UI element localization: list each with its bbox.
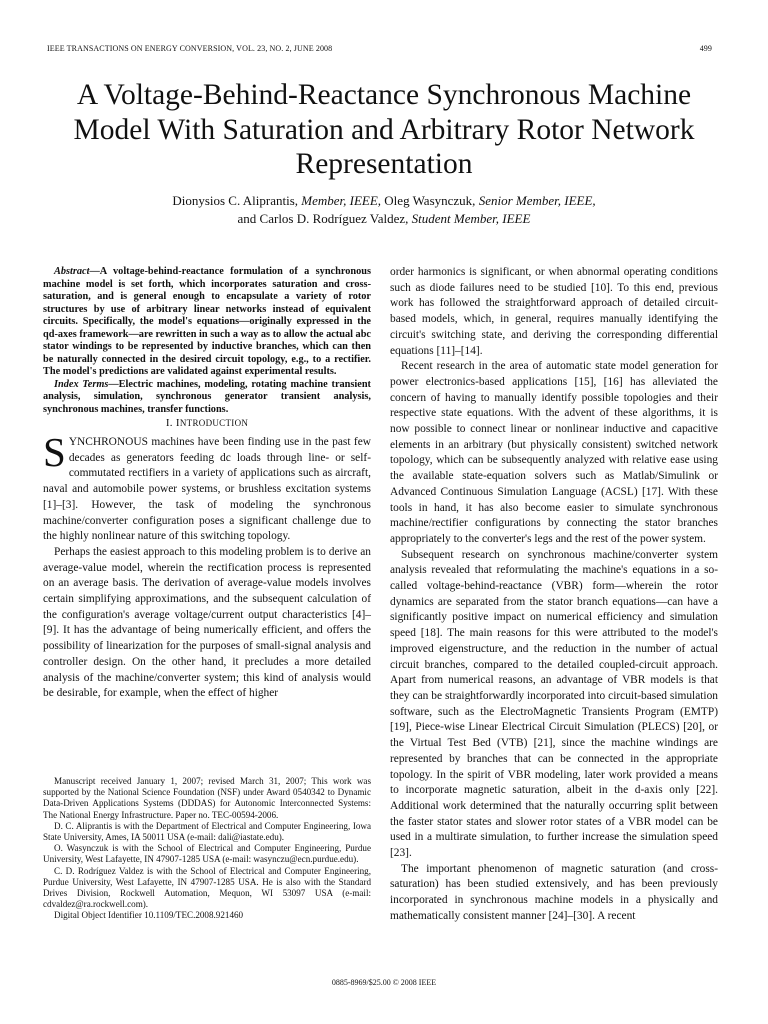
footnote-author-3: C. D. Rodríguez Valdez is with the School of Electrical and Computer Engineering, Purdue University, West Lafayette, IN 47907-1285 USA. He is also with the Standard Drives Division, Rockwell Automation, Mequon, WI 53097 USA (e-mail: cdvaldez@ra.rockwell.com). [43, 865, 371, 910]
author-1-role: Member, IEEE, [301, 193, 382, 208]
footnotes [43, 776, 371, 922]
footnote-manuscript: Manuscript received January 1, 2007; revised March 31, 2007; This work was supported by the National Science Foundation (NSF) under Award 0540342 to Dynamic Data-Driven Applications Systems (DDDAS) for Autonomic Interconnected Systems: The National Energy Infrastructure. Paper no. TEC-00594-2006. [43, 776, 371, 820]
index-terms [43, 379, 371, 417]
journal-header: IEEE TRANSACTIONS ON ENERGY CONVERSION, VOL. 23, NO. 2, JUNE 2008 [47, 44, 333, 53]
right-paragraph-2: Recent research in the area of automatic state model generation for power electronics-based applications [15], [16] has alleviated the concern of having to manually identify possible topologies and their respective state equations. With the advent of these algorithms, it is now possible to connect linear or nonlinear inductive and capacitive elements in an arbitrary (but physically consistent) switched network topology, which can be subsequently analyzed with relative ease using the available state-equation solvers such as Matlab/Simulink or Advanced Continuous Simulation Language (ACSL) [17]. With these tools in hand, it has also become easier to simulate synchronous machine/rectifier configurations by connecting the stator branches appropriately to the converter's legs and the rest of the power system. [390, 360, 718, 545]
author-3-role: Student Member, IEEE [411, 210, 531, 226]
paper-title: A Voltage-Behind-Reactance Synchronous Machine Model With Saturation and Arbitrary Rotor Network Representation [73, 79, 695, 180]
right-paragraph-3: Subsequent research on synchronous machine/converter system analysis revealed that reformulating the machine's equations in a so-called voltage-behind-reactance (VBR) form—wherein the rotor dynamics are separated from the stator branch equations—can have a significantly positive impact on numerical efficiency and simulation speed [18]. The main reasons for this were attributed to the model's improved eigenstructure, and the reduction in the number of actual circuit branches, compared to the detailed coupled-circuit approach. Apart from numerical reasons, an advantage of VBR models is that they can be straightforwardly incorporated into circuit-based simulation software, such as the ElectroMagnetic Transients Program (EMTP) [19], Piece-wise Linear Electrical Circuit Simulation (PLECS) [20], or the Virtual Test Bed (VTB) [21], since the machine windings are represented by branches that can be connected in the appropriate topology. In the spirit of VBR modeling, later work provided a means to incorporate magnetic saturation, albeit in the d-axis only [22]. Additional work determined that the naturally occurring split between the faster stator states and slower rotor states of a VBR model can be used in a multirate simulation, to further increase the simulation speed [23]. [390, 548, 718, 860]
intro-paragraph-2: Perhaps the easiest approach to this modeling problem is to derive an average-value model, wherein the rectification process is represented on an average basis. The derivation of average-value models involves certain simplifying approximations, and the subsequent calculation of the configuration's average voltage/current output characteristics [4]–[9]. It has the advantage of being numerically efficient, and offers the possibility of linearization for the purposes of small-signal analysis and controller design. On the other hand, it precludes a more detailed analysis of the machine/converter system; this kind of analysis would be desirable, for example, when the effect of higher [43, 545, 371, 700]
page-number: 499 [699, 44, 712, 53]
abstract [43, 266, 371, 379]
section-initial: I [175, 417, 180, 429]
author-3-name: and Carlos D. Rodríguez Valdez, [237, 210, 409, 226]
copyright-line: 0885-8969/$25.00 © 2008 IEEE [331, 978, 437, 987]
left-column [43, 266, 371, 702]
footnote-author-2: O. Wasynczuk is with the School of Electrical and Computer Engineering, Purdue University, West Lafayette, IN 47907-1285 USA (e-mail: wasynczu@ecn.purdue.edu). [43, 843, 371, 865]
right-column [390, 265, 718, 925]
section-title-rest: NTRODUCTION [179, 418, 249, 428]
drop-cap: S [43, 429, 66, 475]
right-paragraph-4: The important phenomenon of magnetic saturation (and cross-saturation) has been studied extensively, and has been previously incorporated in synchronous machine models in a physically and mathematically consistent manner [24]–[30]. A recent [390, 862, 718, 922]
right-paragraph-1: order harmonics is significant, or when abnormal operating conditions such as diode failures need to be studied [10]. To this end, previous work has followed the straightforward approach of detailed circuit-based models, which, in general, requires manually identifying the circuit's switching state, and deriving the corresponding differential equations [11]–[14]. [390, 266, 718, 357]
author-1-name: Dionysios C. Aliprantis, [172, 193, 299, 208]
intro-paragraph-1 [43, 429, 371, 545]
section-number: I. [165, 417, 173, 429]
section-heading-introduction [43, 416, 371, 430]
index-terms-text: —Electric machines, modeling, rotating machine transient analysis, simulation, synchronous generator transient analysis, synchronous machines, transfer functions. [43, 378, 371, 415]
abstract-lead: Abstract [54, 266, 90, 277]
abstract-text: —A voltage-behind-reactance formulation of a synchronous machine model is set forth, which incorporates saturation and cross-saturation, and is general enough to encapsulate a variety of rotor structures by use of arbitrary linear networks instead of equivalent circuits. Specifically, the model's equations—originally expressed in the qd-axes framework—are rewritten in such a way as to allow the actual abc stator windings to be represented by inductive branches, which can then be naturally connected in the desired circuit topology, e.g., to a rectifier. The model's predictions are validated against experimental results. [43, 266, 371, 377]
author-2-role: Senior Member, IEEE, [478, 193, 596, 208]
author-2-name: Oleg Wasynczuk, [384, 193, 476, 208]
footnote-author-1: D. C. Aliprantis is with the Department of Electrical and Computer Engineering, Iowa State University, Ames, IA 50011 USA (e-mail: dali@iastate.edu). [43, 820, 371, 843]
intro-paragraph-1-text: YNCHRONOUS machines have been finding use in the past few decades as generators feeding dc loads through line- or self-commutated rectifiers in a variety of applications such as aircraft, naval and automobile power systems, or brushless excitation systems [1]–[3]. However, the task of modeling the synchronous machine/converter configuration poses a significant challenge due to the highly nonlinear nature of this switching topology. [43, 436, 371, 543]
index-terms-lead: Index Terms [54, 378, 109, 390]
footnote-doi: Digital Object Identifier 10.1109/TEC.2008.921460 [54, 910, 244, 921]
author-block [40, 192, 728, 227]
